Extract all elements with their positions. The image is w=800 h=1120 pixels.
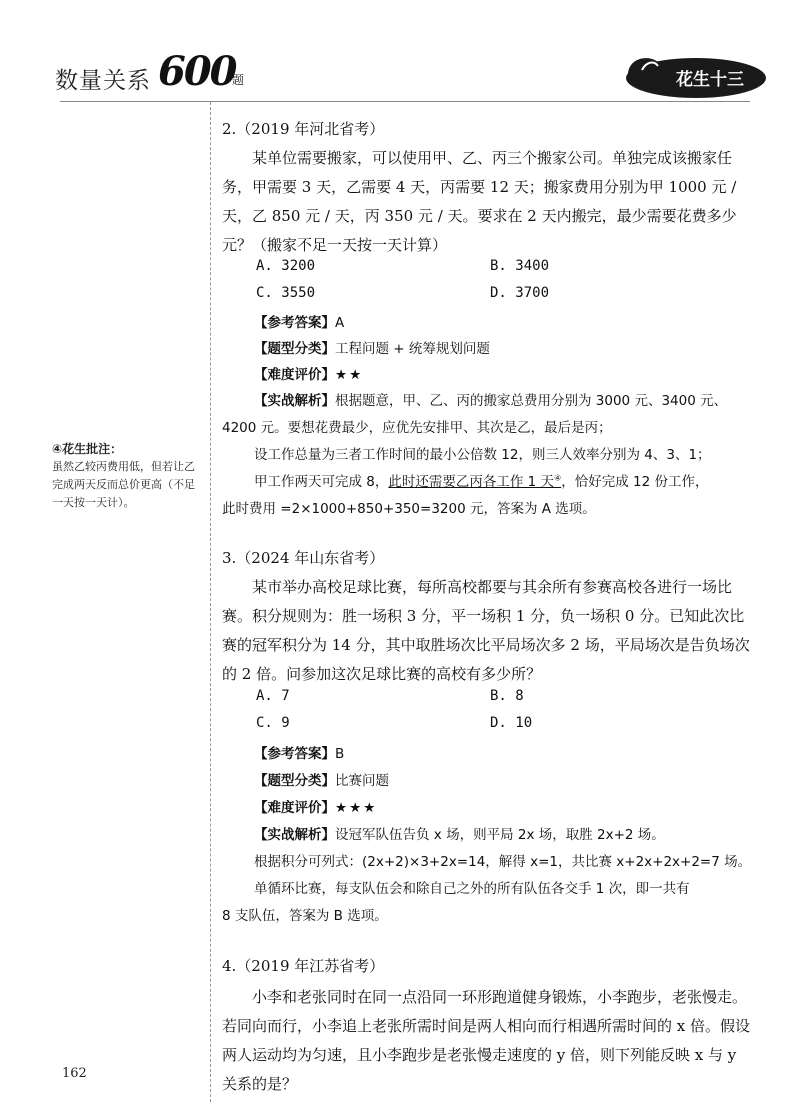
- q2-analysis-text-1: 根据题意，甲、乙、丙的搬家总费用分别为 3000 元、3400 元、: [335, 393, 728, 409]
- book-title-number: 600: [158, 48, 236, 95]
- q3-option-d: D. 10: [490, 715, 533, 731]
- q3-analysis-label: 【实战解析】: [254, 827, 335, 843]
- q2-analysis-text-4b: 此时还需要乙丙各工作 1 天: [388, 474, 555, 490]
- q4-stem: 小李和老张同时在同一点沿同一环形跑道健身锻炼，小李跑步，老张慢走。若同向而行，小李追上老张所需时间是两人相向而行相遇所需时间的 x 倍。假设两人运动均为匀速，且小李跑步是老张慢走速度的 y 倍，则下列能反映 x 与 y 关系的是？: [222, 988, 750, 1093]
- q3-type-value: 比赛问题: [335, 773, 389, 789]
- book-title: 数量关系: [55, 68, 151, 94]
- q3-option-b: B. 8: [490, 688, 524, 704]
- q3-option-c: C. 9: [256, 715, 290, 731]
- q3-stem: 某市举办高校足球比赛，每所高校都要与其余所有参赛高校各进行一场比赛。积分规则为：胜一场积 3 分，平一场积 1 分，负一场积 0 分。已知此次比赛的冠军积分为 14 分，其中取胜场次比平局场次多 2 场，平局场次是告负场次的 2 倍。问参加这次足球比赛的高校有多少所？: [222, 578, 750, 683]
- side-note-text: 虽然乙较丙费用低，但若让乙完成两天反而总价更高（不足一天按一天计）。: [52, 460, 195, 509]
- q2-answer-value: A: [335, 315, 345, 331]
- header-rule: [60, 101, 750, 102]
- q3-analysis-line-3: 单循环比赛，每支队伍会和除自己之外的所有队伍各交手 1 次，即一共有: [254, 881, 690, 897]
- q2-analysis-label: 【实战解析】: [254, 393, 335, 409]
- page-number: 162: [62, 1066, 87, 1081]
- q3-analysis-line-1: [254, 823, 665, 843]
- q2-analysis-underlined: [388, 474, 561, 490]
- q2-annotation-marker: ④: [554, 473, 562, 483]
- q2-analysis-line-1: [254, 389, 727, 409]
- q2-heading: 2.（2019 年河北省考）: [222, 120, 385, 138]
- q3-analysis-text-1: 设冠军队伍告负 x 场，则平局 2x 场，取胜 2x+2 场。: [335, 827, 665, 843]
- q2-difficulty: [254, 363, 363, 383]
- q3-type-label: 【题型分类】: [254, 773, 335, 789]
- q3-answer-label: 【参考答案】: [254, 746, 335, 762]
- q3-difficulty-label: 【难度评价】: [254, 800, 335, 816]
- q3-difficulty-stars: ★★★: [335, 800, 378, 816]
- q2-answer-label: 【参考答案】: [254, 315, 335, 331]
- q2-option-b: B. 3400: [490, 258, 550, 274]
- q3-analysis-line-2: 根据积分可列式：(2x+2)×3+2x=14，解得 x=1，共比赛 x+2x+2x+2=7 场。: [254, 854, 752, 870]
- q2-type: [254, 337, 490, 357]
- brand-logo: [618, 48, 768, 104]
- q2-option-a: A. 3200: [256, 258, 316, 274]
- q3-option-a: A. 7: [256, 688, 290, 704]
- q3-heading: 3.（2024 年山东省考）: [222, 549, 385, 567]
- q3-answer: [254, 742, 344, 762]
- q3-analysis-line-4: 8 支队伍，答案为 B 选项。: [222, 908, 388, 924]
- book-title-suffix: 题: [232, 73, 245, 87]
- q2-type-label: 【题型分类】: [254, 341, 335, 357]
- q2-difficulty-stars: ★★: [335, 367, 364, 383]
- q2-option-d: D. 3700: [490, 285, 550, 301]
- q2-analysis-line-3: 设工作总量为三者工作时间的最小公倍数 12，则三人效率分别为 4、3、1；: [254, 447, 711, 463]
- q3-type: [254, 769, 389, 789]
- q3-difficulty: [254, 796, 377, 816]
- q2-analysis-line-2: 4200 元。要想花费最少，应优先安排甲、其次是乙，最后是丙；: [222, 420, 612, 436]
- q2-difficulty-label: 【难度评价】: [254, 367, 335, 383]
- q2-answer: [254, 311, 344, 331]
- q4-heading: 4.（2019 年江苏省考）: [222, 957, 385, 975]
- q2-analysis-line-5: 此时费用 =2×1000+850+350=3200 元，答案为 A 选项。: [222, 501, 596, 517]
- q2-option-c: C. 3550: [256, 285, 316, 301]
- q2-analysis-text-4a: 甲工作两天可完成 8，: [254, 474, 389, 490]
- side-note-title: ④花生批注：: [52, 442, 123, 456]
- q2-type-value: 工程问题 + 统筹规划问题: [335, 341, 490, 357]
- brand-logo-text: 花生十三: [676, 70, 744, 90]
- side-note: [52, 440, 202, 512]
- margin-divider: [210, 102, 211, 1102]
- q2-analysis-text-4c: ，恰好完成 12 份工作，: [561, 474, 709, 490]
- q3-answer-value: B: [335, 746, 345, 762]
- q2-analysis-line-4: [254, 470, 709, 490]
- q2-stem: 某单位需要搬家，可以使用甲、乙、丙三个搬家公司。单独完成该搬家任务，甲需要 3 天，乙需要 4 天，丙需要 12 天；搬家费用分别为甲 1000 元 / 天，乙 850 元 / 天，丙 350 元 / 天。要求在 2 天内搬完，最少需要花费多少元？（搬家不足一天按一天计算）: [222, 149, 737, 254]
